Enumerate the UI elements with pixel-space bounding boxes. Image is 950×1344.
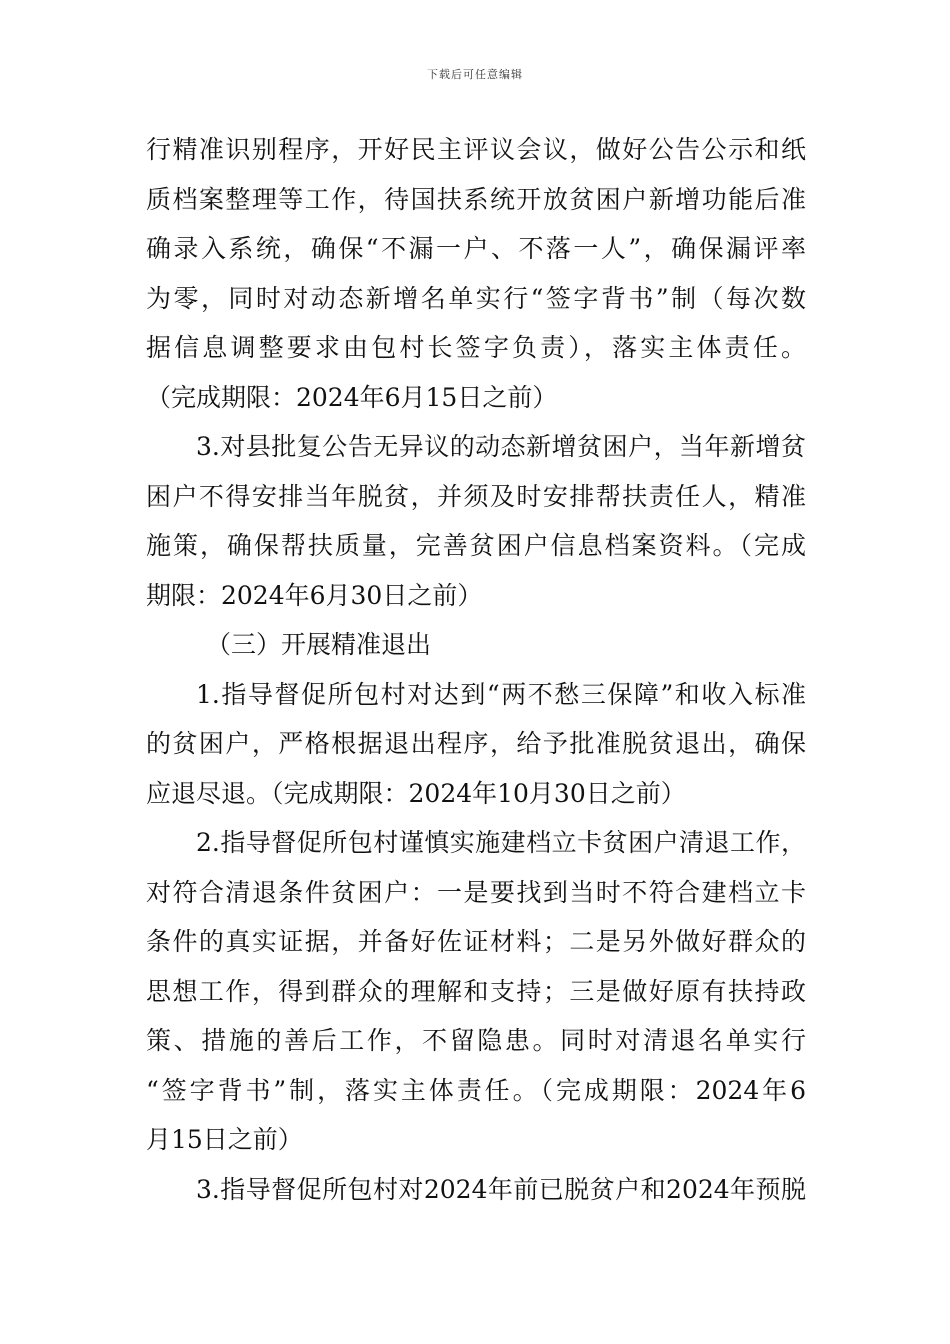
text-line: 3.指导督促所包村对2024年前已脱贫户和2024年预脱 — [196, 1174, 806, 1204]
text-line: 质档案整理等工作，待国扶系统开放贫困户新增功能后准 — [146, 184, 806, 214]
text-line: 施策，确保帮扶质量，完善贫困户信息档案资料。（完成 — [146, 531, 806, 560]
text-line: 确录入系统，确保“不漏一户、不落一人”，确保漏评率 — [146, 234, 806, 263]
body-text — [146, 125, 806, 1214]
text-line: 对符合清退条件贫困户：一是要找到当时不符合建档立卡 — [146, 877, 806, 907]
text-line: 行精准识别程序，开好民主评议会议，做好公告公示和纸 — [146, 135, 806, 164]
text-line: 的贫困户，严格根据退出程序，给予批准脱贫退出，确保 — [146, 729, 806, 758]
text-line: 1.指导督促所包村对达到“两不愁三保障”和收入标准 — [196, 679, 806, 709]
section-heading: （三）开展精准退出 — [206, 630, 432, 659]
text-line: 2.指导督促所包村谨慎实施建档立卡贫困户清退工作， — [196, 828, 806, 857]
text-line: 思想工作，得到群众的理解和支持；三是做好原有扶持政 — [146, 976, 806, 1006]
text-line: 困户不得安排当年脱贫，并须及时安排帮扶责任人，精准 — [146, 481, 806, 511]
text-line: “签字背书”制，落实主体责任。（完成期限：2024年6 — [146, 1075, 806, 1105]
text-line: 据信息调整要求由包村长签字负责），落实主体责任。 — [146, 333, 806, 362]
text-line: 策、措施的善后工作，不留隐患。同时对清退名单实行 — [146, 1026, 806, 1055]
text-line: （完成期限：2024年6月15日之前） — [146, 382, 558, 412]
text-line: 期限：2024年6月30日之前） — [146, 580, 483, 610]
header-note: 下载后可任意编辑 — [427, 68, 523, 81]
text-line: 为零，同时对动态新增名单实行“签字背书”制（每次数 — [146, 283, 806, 313]
text-line: 月15日之前） — [146, 1125, 303, 1154]
text-line: 条件的真实证据，并备好佐证材料；二是另外做好群众的 — [146, 927, 806, 956]
text-line: 3.对县批复公告无异议的动态新增贫困户，当年新增贫 — [196, 432, 806, 461]
text-line: 应退尽退。（完成期限：2024年10月30日之前） — [146, 778, 686, 808]
